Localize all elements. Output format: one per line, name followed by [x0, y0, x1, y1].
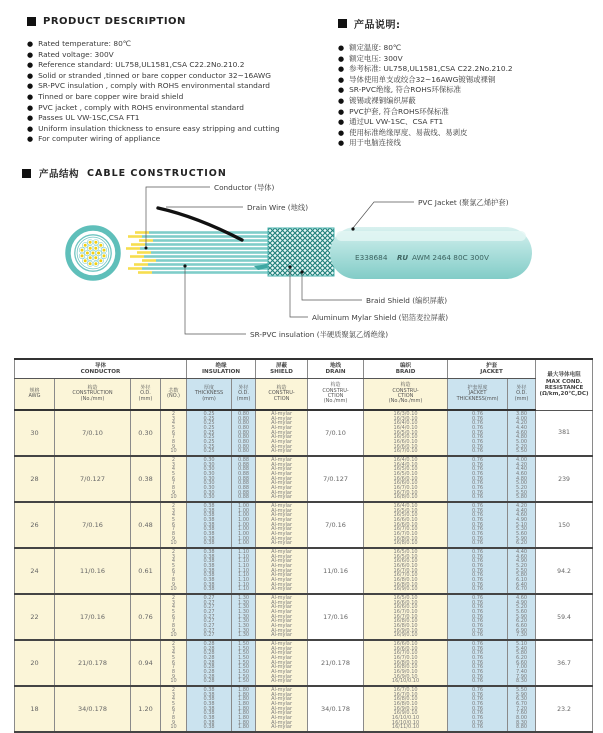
description-section [0, 8, 603, 149]
cell-od: 0.61 [131, 548, 161, 594]
label-conductor: Conductor (导体) [214, 183, 275, 192]
table-row-awg24 [15, 548, 593, 594]
cable-marking [355, 253, 489, 262]
label-drain-wire: Drain Wire (地线) [247, 203, 309, 212]
bullet-icon: ● [27, 71, 34, 80]
list-item: ● 镀锡或裸铜编织屏蔽 [338, 95, 416, 105]
product-notes-heading [338, 16, 603, 31]
cell-ins-od: 1.30 1.30 1.30 1.30 1.30 1.30 1.30 1.30 1.30 [232, 594, 256, 640]
black-square-icon [27, 17, 36, 26]
table-row-awg22 [15, 594, 593, 640]
header-max-resistance: 最大导体电阻 MAX COND. RESISTANCE (Ω/km,20℃,DC) [536, 359, 593, 410]
table-row-awg20 [15, 640, 593, 686]
header-drain-construction: 构造 CONSTRU- CTION (No./mm) [308, 379, 364, 411]
cell-jacket-thickness: 0.76 0.76 0.76 0.76 0.76 0.76 0.76 0.76 0.76 [448, 456, 508, 502]
cell-ins-od: 1.00 1.00 1.00 1.00 1.00 1.00 1.00 1.00 1.00 [232, 502, 256, 548]
list-item: ● 通过UL VW-1SC、CSA FT1 [338, 117, 444, 127]
bullet-icon: ● [338, 96, 345, 105]
header-jacket-od: 外径 O.D. (mm) [508, 379, 536, 411]
list-item: ● 额定温度: 80℃ [338, 43, 402, 52]
cell-drain: 21/0.178 [308, 640, 364, 686]
cell-ins-od: 1.50 1.50 1.50 1.50 1.50 1.50 1.50 1.50 1.50 [232, 640, 256, 686]
list-item: ● Tinned or bare copper wire braid shield [27, 91, 184, 101]
header-shield-construction: 构造 CONSTRU- CTION [256, 379, 308, 411]
cell-cores: 2 3 4 5 6 7 8 9 10 [161, 594, 187, 640]
cell-drain: 7/0.16 [308, 502, 364, 548]
header-conductor-od: 外径 O.D. (mm) [131, 379, 161, 411]
cell-jacket-od: 4.40 4.60 4.90 5.20 5.50 5.80 6.10 6.40 6.70 [508, 548, 536, 594]
bullet-icon: ● [338, 139, 345, 148]
bullet-icon: ● [27, 114, 34, 123]
table-row-awg26 [15, 502, 593, 548]
cell-jacket-thickness: 0.76 0.76 0.76 0.76 0.76 0.76 0.76 0.76 0.76 [448, 594, 508, 640]
cell-braid: 16/6/0.10 16/6/0.10 16/7/0.10 16/7/0.10 16/8/0.10 16/8/0.10 16/9/0.10 16/9/0.10 16/10/0.10 [364, 640, 448, 686]
table-sub-header-row [15, 379, 593, 411]
cell-construction: 21/0.178 [55, 640, 131, 686]
cell-shield: Al-mylar Al-mylar Al-mylar Al-mylar Al-mylar Al-mylar Al-mylar Al-mylar Al-mylar [256, 502, 308, 548]
cell-cores: 2 3 4 5 6 7 8 9 10 [161, 640, 187, 686]
cell-shield: Al-mylar Al-mylar Al-mylar Al-mylar Al-mylar Al-mylar Al-mylar Al-mylar Al-mylar [256, 456, 308, 502]
cell-drain: 7/0.127 [308, 456, 364, 502]
cell-shield: Al-mylar Al-mylar Al-mylar Al-mylar Al-mylar Al-mylar Al-mylar Al-mylar Al-mylar [256, 686, 308, 732]
cell-braid: 16/3/0.10 16/3/0.10 16/4/0.10 16/4/0.10 16/5/0.10 16/5/0.10 16/6/0.10 16/6/0.10 16/7/0.10 [364, 410, 448, 456]
core-strips [140, 231, 275, 274]
bullet-icon: ● [27, 82, 34, 91]
marking-text: AWM 2464 80C 300V [412, 253, 489, 262]
list-item: ● 用于电脑连接线 [338, 138, 401, 148]
cell-drain: 17/0.16 [308, 594, 364, 640]
black-square-icon [22, 169, 31, 178]
cell-resistance: 94.2 [536, 548, 593, 594]
group-insulation: 绝缘 INSULATION [187, 359, 256, 379]
cell-od: 0.38 [131, 456, 161, 502]
ul-mark-icon: RU [397, 254, 409, 262]
list-item: ● SR-PVC绝缘, 符合ROHS环保标准 [338, 85, 462, 95]
list-item: ● Solid or stranded ,tinned or bare copper conductor 32~16AWG [27, 70, 271, 80]
cell-awg: 30 [15, 410, 55, 456]
cell-resistance: 381 [536, 410, 593, 456]
cell-jacket-thickness: 0.76 0.76 0.76 0.76 0.76 0.76 0.76 0.76 0.76 [448, 640, 508, 686]
cell-braid: 16/4/0.10 16/5/0.10 16/5/0.10 16/6/0.10 16/6/0.10 16/7/0.10 16/7/0.10 16/8/0.10 16/8/0.10 [364, 502, 448, 548]
cell-ins-thickness: 0.30 0.30 0.30 0.30 0.30 0.30 0.30 0.30 0.30 [187, 456, 232, 502]
label-pvc-jacket: PVC Jacket (聚氯乙烯护套) [418, 198, 509, 207]
product-description-zh [320, 8, 603, 149]
cell-cores: 2 3 4 5 6 7 8 9 10 [161, 548, 187, 594]
label-srpvc-insulation: SR-PVC insulation (半硬质聚氯乙烯绝缘) [250, 330, 389, 339]
black-square-icon [338, 19, 347, 28]
construction-title-en: CABLE CONSTRUCTION [87, 167, 227, 179]
header-cores: 芯数 (NO.) [161, 379, 187, 411]
cell-resistance: 239 [536, 456, 593, 502]
list-item: ● 额定电压: 300V [338, 53, 403, 63]
cell-od: 0.76 [131, 594, 161, 640]
list-item: ● Rated voltage: 300V [27, 49, 114, 59]
construction-title-zh: 产品结构 [39, 169, 80, 180]
product-notes-title: 产品说明: [354, 20, 401, 31]
cell-resistance: 36.7 [536, 640, 593, 686]
bullet-icon: ● [338, 86, 345, 95]
list-item: ● 导体使用单支或绞合32~16AWG镀锡或裸铜 [338, 74, 496, 84]
cell-resistance: 150 [536, 502, 593, 548]
cell-awg: 26 [15, 502, 55, 548]
label-mylar-shield: Aluminum Mylar Shield (铝箔麦拉屏蔽) [312, 313, 449, 322]
list-item: ● Uniform insulation thickness to ensure easy stripping and cutting [27, 123, 280, 133]
cell-jacket-od: 4.20 4.40 4.60 4.90 5.10 5.30 5.60 5.90 6.20 [508, 502, 536, 548]
bullet-icon: ● [27, 124, 34, 133]
header-insulation-thickness: 厚度 THICKNESS (mm) [187, 379, 232, 411]
cell-shield: Al-mylar Al-mylar Al-mylar Al-mylar Al-mylar Al-mylar Al-mylar Al-mylar Al-mylar [256, 640, 308, 686]
cell-shield: Al-mylar Al-mylar Al-mylar Al-mylar Al-mylar Al-mylar Al-mylar Al-mylar Al-mylar [256, 594, 308, 640]
table-row-awg28 [15, 456, 593, 502]
group-braid: 编织 BRAID [364, 359, 448, 379]
cell-construction: 11/0.16 [55, 548, 131, 594]
cell-resistance: 59.4 [536, 594, 593, 640]
cell-awg: 24 [15, 548, 55, 594]
cell-ins-thickness: 0.38 0.38 0.38 0.38 0.38 0.38 0.38 0.38 0.38 [187, 502, 232, 548]
list-item: ● SR-PVC insulation , comply with ROHS environmental standard [27, 81, 270, 91]
bullet-icon: ● [338, 107, 345, 116]
ul-file-number: E338684 [355, 253, 388, 262]
cell-ins-thickness: 0.25 0.25 0.25 0.25 0.25 0.25 0.25 0.25 0.25 [187, 410, 232, 456]
list-item: ● PVC护套, 符合ROHS环保标准 [338, 106, 449, 116]
cell-awg: 20 [15, 640, 55, 686]
header-jacket-thickness: 护套厚度 JACKET THICKNESS(mm) [448, 379, 508, 411]
group-shield: 屏蔽 SHIELD [256, 359, 308, 379]
cell-ins-od: 0.88 0.88 0.88 0.88 0.88 0.88 0.88 0.88 0.88 [232, 456, 256, 502]
cell-jacket-thickness: 0.76 0.76 0.76 0.76 0.76 0.76 0.76 0.76 0.76 [448, 686, 508, 732]
table-row-awg18 [15, 686, 593, 732]
list-item: ● For computer wiring of appliance [27, 134, 161, 144]
spec-table [14, 358, 593, 733]
cell-ins-thickness: 0.28 0.28 0.28 0.28 0.28 0.28 0.28 0.28 0.28 [187, 640, 232, 686]
cell-braid: 16/7/0.10 16/7/0.10 16/8/0.10 16/8/0.10 16/9/0.10 16/9/0.10 16/10/0.10 16/10/0.10 16/11/0.10 [364, 686, 448, 732]
cell-ins-od: 0.80 0.80 0.80 0.80 0.80 0.80 0.80 0.80 0.80 [232, 410, 256, 456]
cell-drain: 7/0.10 [308, 410, 364, 456]
cell-cores: 2 3 4 5 6 7 8 9 10 [161, 502, 187, 548]
bullet-icon: ● [27, 92, 34, 101]
cable-cross-section [68, 228, 118, 278]
cell-ins-thickness: 0.38 0.38 0.38 0.38 0.38 0.38 0.38 0.38 0.38 [187, 548, 232, 594]
bullet-icon: ● [338, 128, 345, 137]
cell-construction: 7/0.16 [55, 502, 131, 548]
cell-drain: 11/0.16 [308, 548, 364, 594]
cell-jacket-thickness: 0.76 0.76 0.76 0.76 0.76 0.76 0.76 0.76 0.76 [448, 502, 508, 548]
group-conductor: 导体 CONDUCTOR [15, 359, 187, 379]
bullet-icon: ● [338, 75, 345, 84]
cell-braid: 16/4/0.10 16/4/0.10 16/5/0.10 16/5/0.10 16/6/0.10 16/6/0.10 16/7/0.10 16/7/0.10 16/8/0.10 [364, 456, 448, 502]
bullet-icon: ● [338, 118, 345, 127]
cell-awg: 22 [15, 594, 55, 640]
cell-awg: 18 [15, 686, 55, 732]
list-item: ● Reference standard: UL758,UL1581,CSA C22.2No.210.2 [27, 60, 245, 70]
cell-ins-od: 1.80 1.80 1.80 1.80 1.80 1.80 1.80 1.80 1.80 [232, 686, 256, 732]
cable-diagram [0, 178, 603, 358]
list-item: ● 使用标准绝缘厚度、易裁线、易剥皮 [338, 127, 468, 137]
label-braid-shield: Braid Shield (编织屏蔽) [366, 296, 448, 305]
table-row-awg30 [15, 410, 593, 456]
jacket-body [330, 227, 532, 279]
product-description-title: PRODUCT DESCRIPTION [43, 16, 186, 27]
cell-jacket-od: 4.00 4.20 4.40 4.60 4.80 5.00 5.20 5.50 5.80 [508, 456, 536, 502]
group-jacket: 护套 JACKET [448, 359, 536, 379]
list-item: ● 参考标准: UL758,UL1581,CSA C22.2No.210.2 [338, 64, 513, 74]
cell-drain: 34/0.178 [308, 686, 364, 732]
bullet-icon: ● [27, 103, 34, 112]
cell-awg: 28 [15, 456, 55, 502]
bullet-icon: ● [27, 50, 34, 59]
product-description-en [0, 8, 320, 149]
cell-ins-thickness: 0.27 0.27 0.27 0.27 0.27 0.27 0.27 0.27 0.27 [187, 594, 232, 640]
bullet-icon: ● [338, 65, 345, 74]
cell-construction: 7/0.10 [55, 410, 131, 456]
cell-braid: 16/5/0.10 16/6/0.10 16/6/0.10 16/7/0.10 16/7/0.10 16/8/0.10 16/8/0.10 16/9/0.10 16/9/0.10 [364, 594, 448, 640]
cell-od: 0.94 [131, 640, 161, 686]
header-conductor-construction: 构造 CONSTRUCTION (No./mm) [55, 379, 131, 411]
cell-cores: 2 3 4 5 6 7 8 9 10 [161, 456, 187, 502]
insulated-cores [126, 231, 275, 274]
cell-shield: Al-mylar Al-mylar Al-mylar Al-mylar Al-mylar Al-mylar Al-mylar Al-mylar Al-mylar [256, 548, 308, 594]
description-list-zh [338, 43, 603, 149]
bullet-icon: ● [27, 135, 34, 144]
cell-braid: 16/5/0.10 16/5/0.10 16/6/0.10 16/6/0.10 16/7/0.10 16/7/0.10 16/8/0.10 16/8/0.10 16/9/0.10 [364, 548, 448, 594]
cell-ins-thickness: 0.38 0.38 0.38 0.38 0.38 0.38 0.38 0.38 0.38 [187, 686, 232, 732]
cell-jacket-od: 3.80 4.00 4.20 4.40 4.60 4.80 5.00 5.20 5.50 [508, 410, 536, 456]
cell-jacket-od: 4.60 4.90 5.20 5.60 5.90 6.20 6.60 6.90 7.30 [508, 594, 536, 640]
cell-construction: 7/0.127 [55, 456, 131, 502]
header-insulation-od: 外径 O.D. (mm) [232, 379, 256, 411]
cell-cores: 2 3 4 5 6 7 8 9 10 [161, 686, 187, 732]
braid-section [268, 228, 334, 276]
list-item: ● Passes UL VW-1SC,CSA FT1 [27, 113, 140, 123]
cell-construction: 17/0.16 [55, 594, 131, 640]
list-item: ● Rated temperature: 80℃ [27, 39, 132, 48]
header-braid-construction: 构造 CONSTRU- CTION (No./No./mm) [364, 379, 448, 411]
header-awg: 规格 AWG [15, 379, 55, 411]
cell-jacket-od: 5.50 5.90 6.30 6.70 7.20 7.60 8.00 8.30 8.80 [508, 686, 536, 732]
cell-od: 0.48 [131, 502, 161, 548]
cell-resistance: 23.2 [536, 686, 593, 732]
cell-jacket-od: 5.10 5.40 5.80 6.20 6.60 7.00 7.40 7.90 8.30 [508, 640, 536, 686]
cell-jacket-thickness: 0.76 0.76 0.76 0.76 0.76 0.76 0.76 0.76 0.76 [448, 548, 508, 594]
bullet-icon: ● [27, 61, 34, 70]
bullet-icon: ● [338, 44, 345, 52]
cell-construction: 34/0.178 [55, 686, 131, 732]
cell-cores: 2 3 4 5 6 7 8 9 10 [161, 410, 187, 456]
drain-wire [158, 208, 242, 240]
group-drain: 地线 DRAIN [308, 359, 364, 379]
cell-jacket-thickness: 0.76 0.76 0.76 0.76 0.76 0.76 0.76 0.76 0.76 [448, 410, 508, 456]
cell-od: 0.30 [131, 410, 161, 456]
description-list-en [27, 39, 320, 145]
bullet-icon: ● [27, 40, 34, 48]
bullet-icon: ● [338, 54, 345, 63]
cell-ins-od: 1.10 1.10 1.10 1.10 1.10 1.10 1.10 1.10 1.10 [232, 548, 256, 594]
table-group-header-row [15, 359, 593, 379]
product-description-heading [27, 16, 320, 27]
cell-shield: Al-mylar Al-mylar Al-mylar Al-mylar Al-mylar Al-mylar Al-mylar Al-mylar Al-mylar [256, 410, 308, 456]
list-item: ● PVC jacket , comply with ROHS environmental standard [27, 102, 244, 112]
cell-od: 1.20 [131, 686, 161, 732]
